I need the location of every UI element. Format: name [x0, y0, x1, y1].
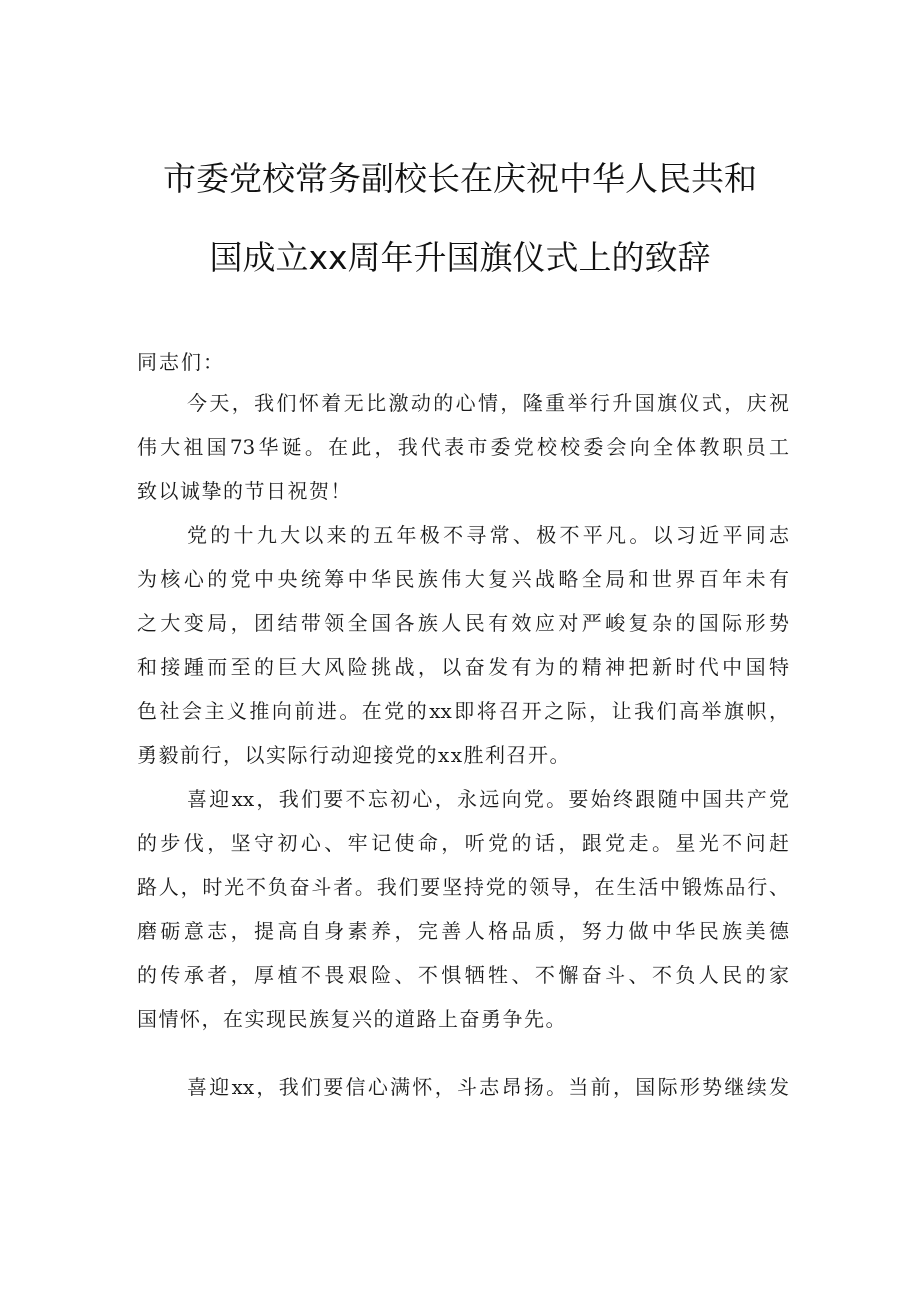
paragraph-1-line-2: 伟大祖国73华诞。在此，我代表市委党校校委会向全体教职员工: [137, 435, 789, 459]
paragraph-1-line-3: 致以诚挚的节日祝贺！: [137, 479, 352, 503]
paragraph-2-line-4: 和接踵而至的巨大风险挑战，以奋发有为的精神把新时代中国特: [137, 655, 789, 679]
paragraph-2-line-1: 党的十九大以来的五年极不寻常、极不平凡。以习近平同志: [187, 523, 789, 547]
paragraph-3-line-5: 的传承者，厚植不畏艰险、不惧牺牲、不懈奋斗、不负人民的家: [137, 963, 789, 987]
paragraph-3-line-4: 磨砺意志，提高自身素养，完善人格品质，努力做中华民族美德: [137, 919, 789, 943]
salutation: 同志们：: [137, 350, 225, 374]
paragraph-2-line-3: 之大变局，团结带领全国各族人民有效应对严峻复杂的国际形势: [137, 611, 789, 635]
paragraph-2-line-2: 为核心的党中央统筹中华民族伟大复兴战略全局和世界百年未有: [137, 567, 789, 591]
paragraph-3-line-3: 路人，时光不负奋斗者。我们要坚持党的领导，在生活中锻炼品行、: [137, 875, 789, 899]
paragraph-3-line-1: 喜迎xx，我们要不忘初心，永远向党。要始终跟随中国共产党: [187, 787, 789, 811]
paragraph-3-line-2: 的步伐，坚守初心、牢记使命，听党的话，跟党走。星光不问赶: [137, 831, 789, 855]
paragraph-1-line-1: 今天，我们怀着无比激动的心情，隆重举行升国旗仪式，庆祝: [187, 391, 789, 415]
document-title-line-1: 市委党校常务副校长在庆祝中华人民共和: [163, 159, 757, 198]
document-title-line-2: 国成立xx周年升国旗仪式上的致辞: [209, 238, 711, 277]
paragraph-2-line-5: 色社会主义推向前进。在党的xx即将召开之际，让我们高举旗帜，: [137, 699, 789, 723]
paragraph-3-line-6: 国情怀，在实现民族复兴的道路上奋勇争先。: [137, 1007, 567, 1031]
paragraph-4-line-1: 喜迎xx，我们要信心满怀，斗志昂扬。当前，国际形势继续发: [187, 1075, 789, 1099]
paragraph-2-line-6: 勇毅前行，以实际行动迎接党的xx胜利召开。: [137, 743, 572, 767]
